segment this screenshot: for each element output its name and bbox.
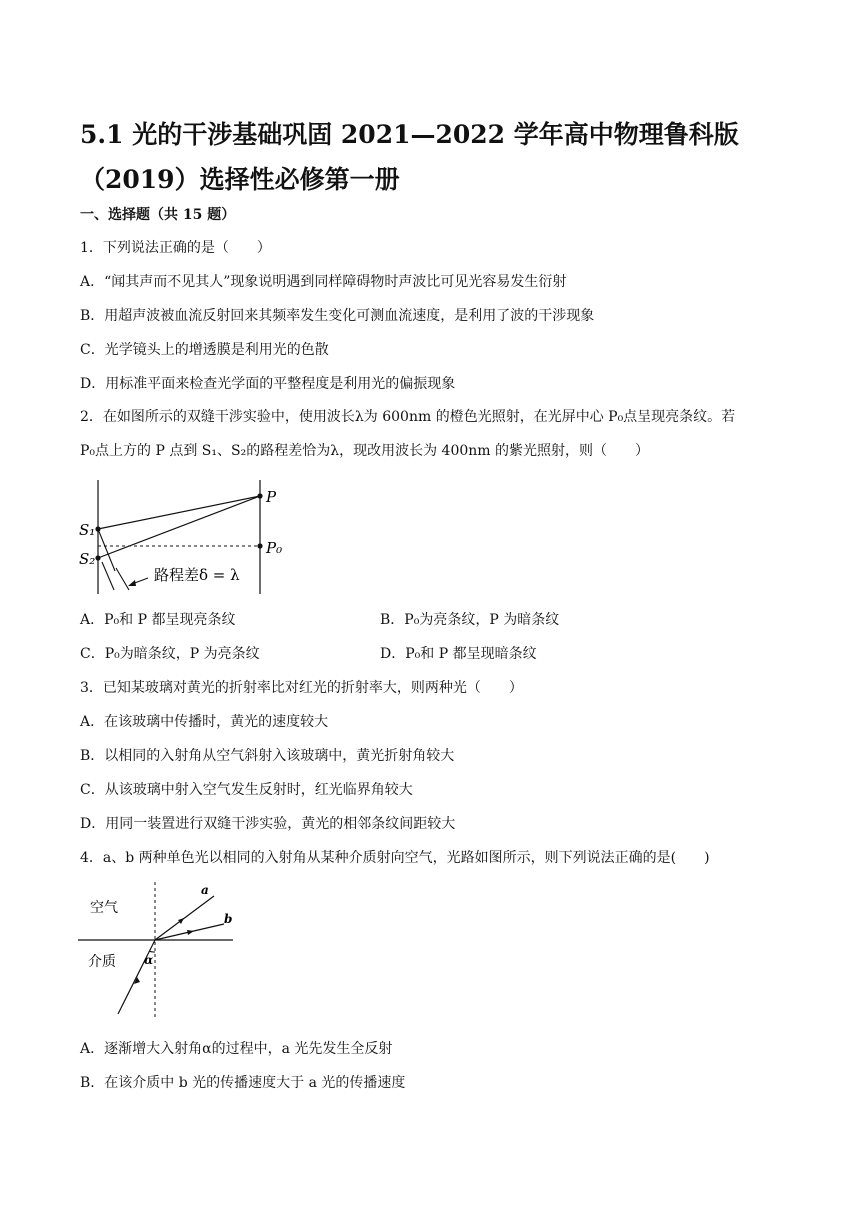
q2-option-a: A．P₀和 P 都呈现亮条纹 <box>80 612 236 628</box>
delta-arrowhead <box>128 580 136 586</box>
label-alpha: α <box>144 953 154 967</box>
section-heading: 一、选择题（共 15 题） <box>80 207 236 223</box>
point-p <box>257 493 262 498</box>
label-b: b <box>224 912 233 926</box>
ray-a-arrowhead <box>178 918 184 924</box>
q2-stem-line2: P₀点上方的 P 点到 S₁、S₂的路程差恰为λ，现改用波长为 400nm 的紫光照射，则（ ） <box>80 443 649 459</box>
q3-option-d: D．用同一装置进行双缝干涉实验，黄光的相邻条纹间距较大 <box>80 816 456 832</box>
label-p: P <box>266 488 277 506</box>
angle-alpha-arc <box>149 951 155 952</box>
q4-stem: 4．a、b 两种单色光以相同的入射角从某种介质射向空气，光路如图所示，则下列说法正确的是( ) <box>80 850 710 866</box>
label-medium: 介质 <box>88 954 116 970</box>
point-s1 <box>95 526 100 531</box>
page-title: 5.1 光的干涉基础巩固 2021—2022 学年高中物理鲁科版（2019）选择性必修第一册 <box>80 120 739 194</box>
label-path-difference: 路程差δ = λ <box>154 566 240 584</box>
label-s2: S₂ <box>79 550 96 568</box>
ray-s2-p <box>98 496 260 558</box>
label-air: 空气 <box>90 900 118 916</box>
point-s2 <box>95 555 100 560</box>
q2-option-b: B．P₀为亮条纹，P 为暗条纹 <box>380 612 560 628</box>
point-p0 <box>257 543 262 548</box>
q1-option-c: C．光学镜头上的增透膜是利用光的色散 <box>80 342 329 358</box>
q3-option-a: A．在该玻璃中传播时，黄光的速度较大 <box>80 714 329 730</box>
ray-s1-p <box>98 496 260 529</box>
perpendicular-line <box>98 529 115 571</box>
q1-option-a: A．“闻其声而不见其人”现象说明遇到同样障碍物时声波比可见光容易发生衍射 <box>80 274 567 290</box>
q1-option-b: B．用超声波被血流反射回来其频率发生变化可测血流速度，是利用了波的干涉现象 <box>80 308 595 324</box>
q3-stem: 3．已知某玻璃对黄光的折射率比对红光的折射率大，则两种光（ ） <box>80 680 523 696</box>
double-slit-diagram <box>78 478 288 596</box>
delta-bracket-2 <box>116 568 129 590</box>
label-p0: P₀ <box>266 539 283 557</box>
label-a: a <box>201 883 209 897</box>
label-s1: S₁ <box>79 521 96 539</box>
q4-option-a: A．逐渐增大入射角α的过程中，a 光先发生全反射 <box>80 1041 393 1057</box>
q2-option-d: D．P₀和 P 都呈现暗条纹 <box>380 646 537 662</box>
q1-stem: 1．下列说法正确的是（ ） <box>80 240 271 256</box>
q4-option-b: B．在该介质中 b 光的传播速度大于 a 光的传播速度 <box>80 1075 406 1091</box>
q3-option-b: B．以相同的入射角从空气斜射入该玻璃中，黄光折射角较大 <box>80 748 455 764</box>
q1-option-d: D．用标准平面来检查光学面的平整程度是利用光的偏振现象 <box>80 376 456 392</box>
q2-option-c: C．P₀为暗条纹，P 为亮条纹 <box>80 646 260 662</box>
refraction-diagram <box>78 880 238 1020</box>
q2-stem-line1: 2．在如图所示的双缝干涉实验中，使用波长λ为 600nm 的橙色光照射，在光屏中心 P₀点呈现亮条纹。若 <box>80 409 736 425</box>
q3-option-c: C．从该玻璃中射入空气发生反射时，红光临界角较大 <box>80 782 413 798</box>
delta-bracket-1 <box>102 562 114 590</box>
